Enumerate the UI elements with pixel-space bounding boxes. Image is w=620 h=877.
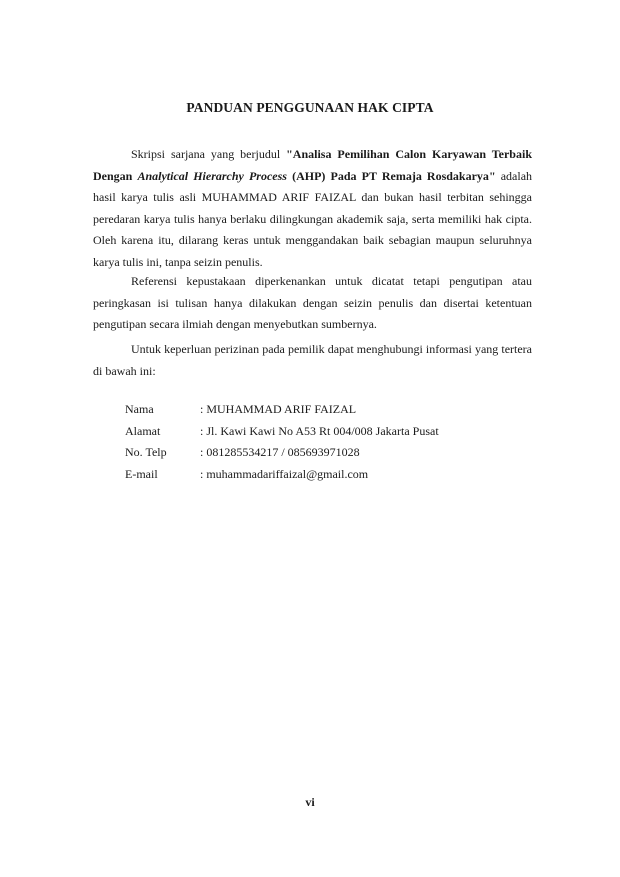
contact-label: Nama bbox=[125, 402, 154, 416]
quote-open: " bbox=[286, 147, 293, 161]
page-title: PANDUAN PENGGUNAAN HAK CIPTA bbox=[186, 100, 434, 115]
paragraph-reference-text: Referensi kepustakaan diperkenankan untuk dicatat tetapi pengutipan atau peringkasan isi tulisan hanya dilakukan dengan seizin penulis dan disertai ketentuan pengutipan secara ilmiah dengan menyebutkan sumbernya. bbox=[93, 274, 532, 331]
page-number: vi bbox=[305, 795, 315, 809]
paragraph-copyright-statement bbox=[93, 144, 532, 273]
thesis-title-part2: (AHP) Pada PT Remaja Rosdakarya bbox=[286, 168, 489, 183]
contact-label: E-mail bbox=[125, 466, 158, 481]
contact-value: : muhammadariffaizal@gmail.com bbox=[200, 466, 369, 481]
contact-row-address bbox=[125, 424, 439, 446]
contact-row-phone bbox=[125, 445, 439, 467]
paragraph-reference-policy bbox=[93, 271, 532, 336]
paragraph-intro: Skripsi sarjana yang berjudul bbox=[131, 147, 287, 161]
paragraph-contact-intro bbox=[93, 339, 532, 382]
contact-value: : 081285534217 / 085693971028 bbox=[200, 445, 360, 459]
contact-info-table bbox=[125, 402, 439, 488]
paragraph-rest: adalah hasil karya tulis asli MUHAMMAD ARIF FAIZAL dan bukan hasil terbitan sehingga peredaran karya tulis hanya berlaku dilingkungan akademik saja, serta memiliki hak cipta. Oleh karena itu, dilarang keras untuk menggandakan baik sebagian maupun seluruhnya karya tulis ini, tanpa seizin penulis. bbox=[93, 168, 533, 269]
quote-close: " bbox=[488, 168, 496, 183]
contact-value: : Jl. Kawi Kawi No A53 Rt 004/008 Jakarta Pusat bbox=[200, 423, 439, 438]
contact-row-name bbox=[125, 402, 439, 424]
contact-value: : MUHAMMAD ARIF FAIZAL bbox=[200, 402, 357, 416]
thesis-title-part1: Analisa Pemilihan Calon Karyawan Terbaik Dengan bbox=[93, 147, 532, 183]
contact-label: Alamat bbox=[125, 423, 161, 438]
contact-row-email bbox=[125, 467, 439, 489]
contact-label: No. Telp bbox=[125, 445, 167, 459]
thesis-title-italic: Analytical Hierarchy Process bbox=[137, 168, 287, 183]
paragraph-contact-text: Untuk keperluan perizinan pada pemilik dapat menghubungi informasi yang tertera di bawah ini: bbox=[93, 342, 532, 378]
